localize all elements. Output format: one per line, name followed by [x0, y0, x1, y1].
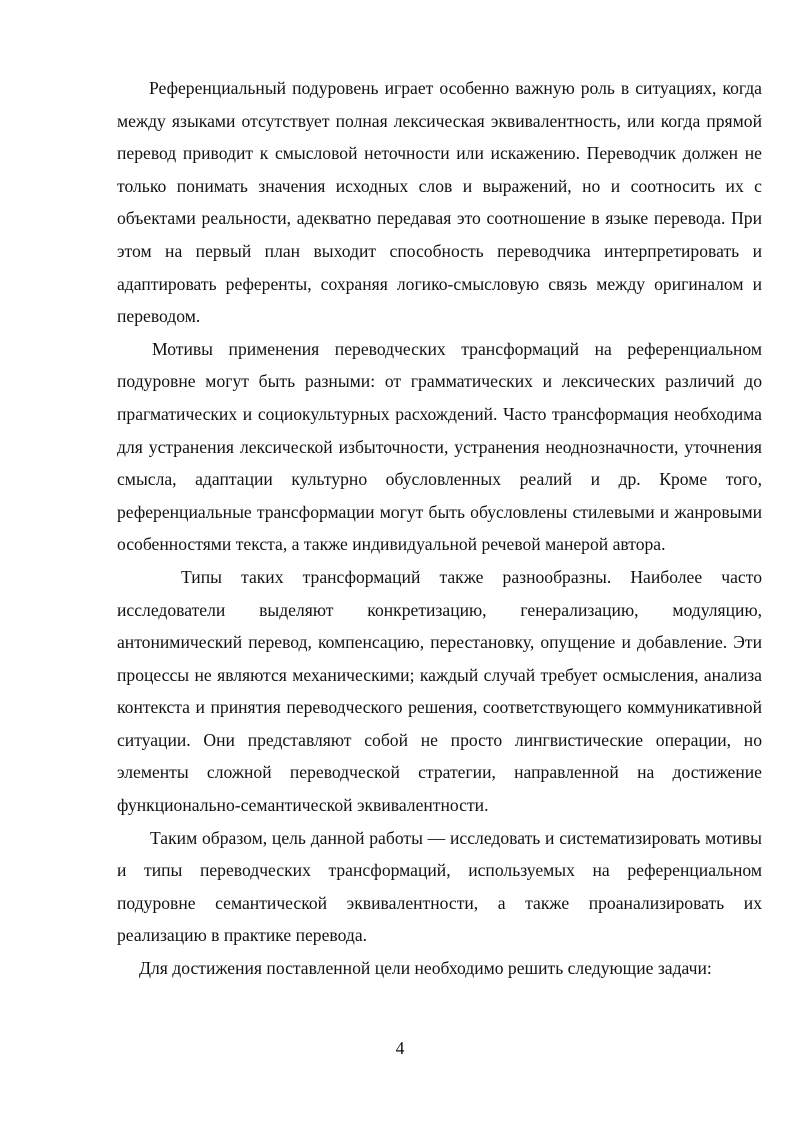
paragraph-goal: Таким образом, цель данной работы — исследовать и систематизировать мотивы и типы переводческих трансформаций, используемых на референциальном подуровне семантической эквивалентности, а также проанализировать их реализацию в практике перевода. — [117, 827, 762, 946]
page-number: 4 — [395, 1038, 405, 1058]
paragraph-referential-role: Референциальный подуровень играет особенно важную роль в ситуациях, когда между языками отсутствует полная лексическая эквивалентность, или когда прямой перевод приводит к смысловой неточности или искажению. Переводчик должен не только понимать значения исходных слов и выражений, но и соотносить их с объектами реальности, адекватно передавая это соотношение в языке перевода. При этом на первый план выходит способность переводчика интерпретировать и адаптировать референты, сохраняя логико-смысловую связь между оригиналом и переводом. — [117, 78, 762, 327]
body-text — [117, 72, 762, 985]
paragraph-tasks-intro: Для достижения поставленной цели необходимо решить следующие задачи: — [139, 958, 712, 979]
paragraph-types: Типы таких трансформаций также разнообразны. Наиболее часто исследователи выделяют конкретизацию, генерализацию, модуляцию, антонимический перевод, компенсацию, перестановку, опущение и добавление. Эти процессы не являются механическими; каждый случай требует осмысления, анализа контекста и принятия переводческого решения, соответствующего коммуникативной ситуации. Они представляют собой не просто лингвистические операции, но элементы сложной переводческой стратегии, направленной на достижение функционально-семантической эквивалентности. — [117, 566, 762, 816]
paragraph-motives: Мотивы применения переводческих трансформаций на референциальном подуровне могут быть разными: от грамматических и лексических различий до прагматических и социокультурных расхождений. Часто трансформация необходима для устранения лексической избыточности, устранения неоднозначности, уточнения смысла, адаптации культурно обусловленных реалий и др. Кроме того, референциальные трансформации могут быть обусловлены стилевыми и жанровыми особенностями текста, а также индивидуальной речевой манерой автора. — [117, 338, 762, 555]
